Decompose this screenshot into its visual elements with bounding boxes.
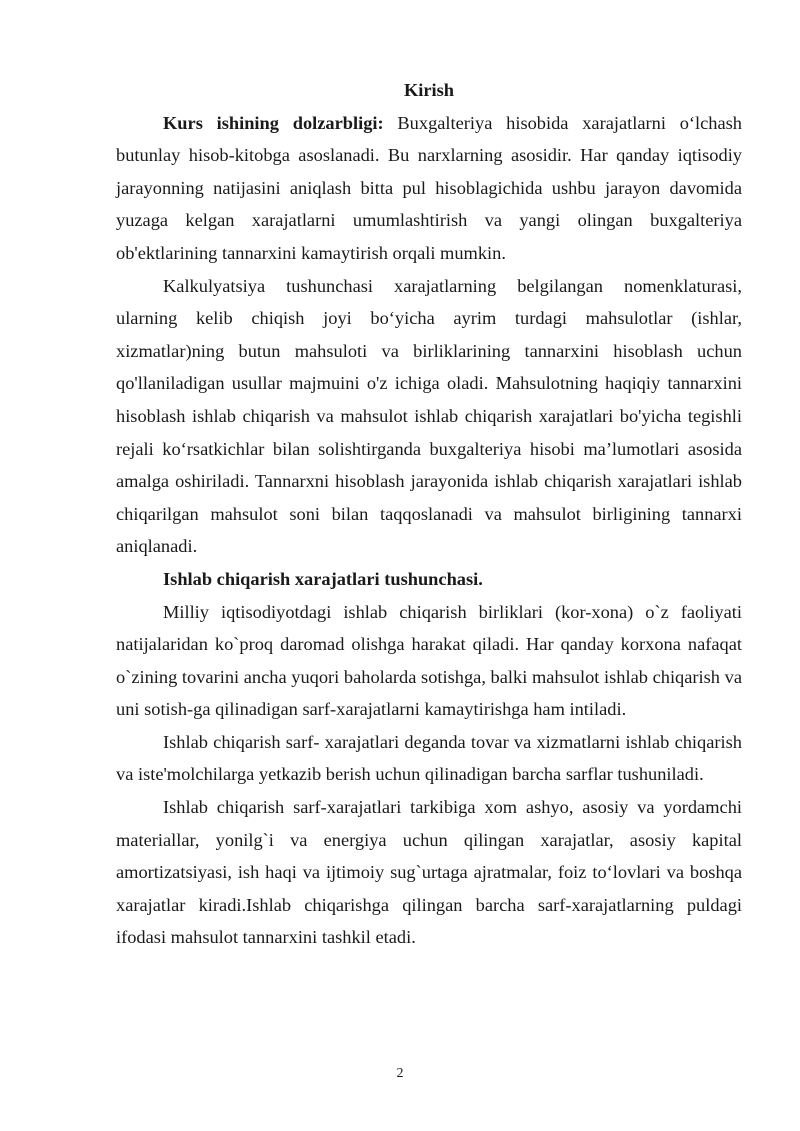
paragraph-production-units: Milliy iqtisodiyotdagi ishlab chiqarish birliklari (kor-xona) o`z faoliyati natijalaridan ko`proq daromad olishga harakat qiladi. Har qanday korxona nafaqat o`zining tovarini ancha yuqori baholarda sotishga, balki mahsulot ishlab chiqarish va uni sotish-ga qilinadigan sarf-xarajatlarni kamaytirishga ham intiladi. [116,601,742,720]
paragraph-relevance-text: Buxgalteriya hisobida xarajatlarni o‘lchash butunlay hisob-kitobga asoslanadi. Bu narxlarning asosidir. Har qanday iqtisodiy jarayonning natijasini aniqlash bitta pul hisoblagichida ushbu jarayon davomida yuzaga kelgan xarajatlarni umumlashtirish va yangi olingan buxgalteriya ob'ektlarining tannarxini kamaytirish orqali mumkin. [116,112,742,263]
document-body [116,74,742,954]
paragraph-relevance [116,107,742,270]
page-title [116,74,742,107]
paragraph-production-costs-definition: Ishlab chiqarish sarf- xarajatlari deganda tovar va xizmatlarni ishlab chiqarish va iste'molchilarga yetkazib berish uchun qilinadigan barcha sarflar tushuniladi. [116,731,742,785]
page-number: 2 [396,1066,404,1081]
paragraph-calculation: Kalkulyatsiya tushunchasi xarajatlarning belgilangan nomenklaturasi, ularning kelib chiqish joyi bo‘yicha ayrim turdagi mahsulotlar (ishlar, xizmatlar)ning butun mahsuloti va birliklarining tannarxini hisoblash uchun qo'llaniladigan usullar majmuini o'z ichiga oladi. Mahsulotning haqiqiy tannarxini hisoblash ishlab chiqarish va mahsulot ishlab chiqarish xarajatlari bo'yicha tegishli rejali ko‘rsatkichlar bilan solishtirganda buxgalteriya hisobi ma’lumotlari asosida amalga oshiriladi. Tannarxni hisoblash jarayonida ishlab chiqarish xarajatlari ishlab chiqarilgan mahsulot soni bilan taqqoslanadi va mahsulot birligining tannarxi aniqlanadi. [116,275,742,557]
paragraph-lead-bold: Kurs ishining dolzarbligi: [163,112,384,133]
section-subheading: Ishlab chiqarish xarajatlari tushunchasi. [163,568,483,589]
page-title-text: Kirish [403,80,455,100]
paragraph-production-costs-composition: Ishlab chiqarish sarf-xarajatlari tarkibiga xom ashyo, asosiy va yordamchi materiallar, yonilg`i va energiya uchun qilingan xarajatlar, asosiy kapital amortizatsiyasi, ish haqi va ijtimoiy sug`urtaga ajratmalar, foiz to‘lovlari va boshqa xarajatlar kiradi.Ishlab chiqarishga qilingan barcha sarf-xarajatlarning puldagi ifodasi mahsulot tannarxini tashkil etadi. [116,797,742,948]
